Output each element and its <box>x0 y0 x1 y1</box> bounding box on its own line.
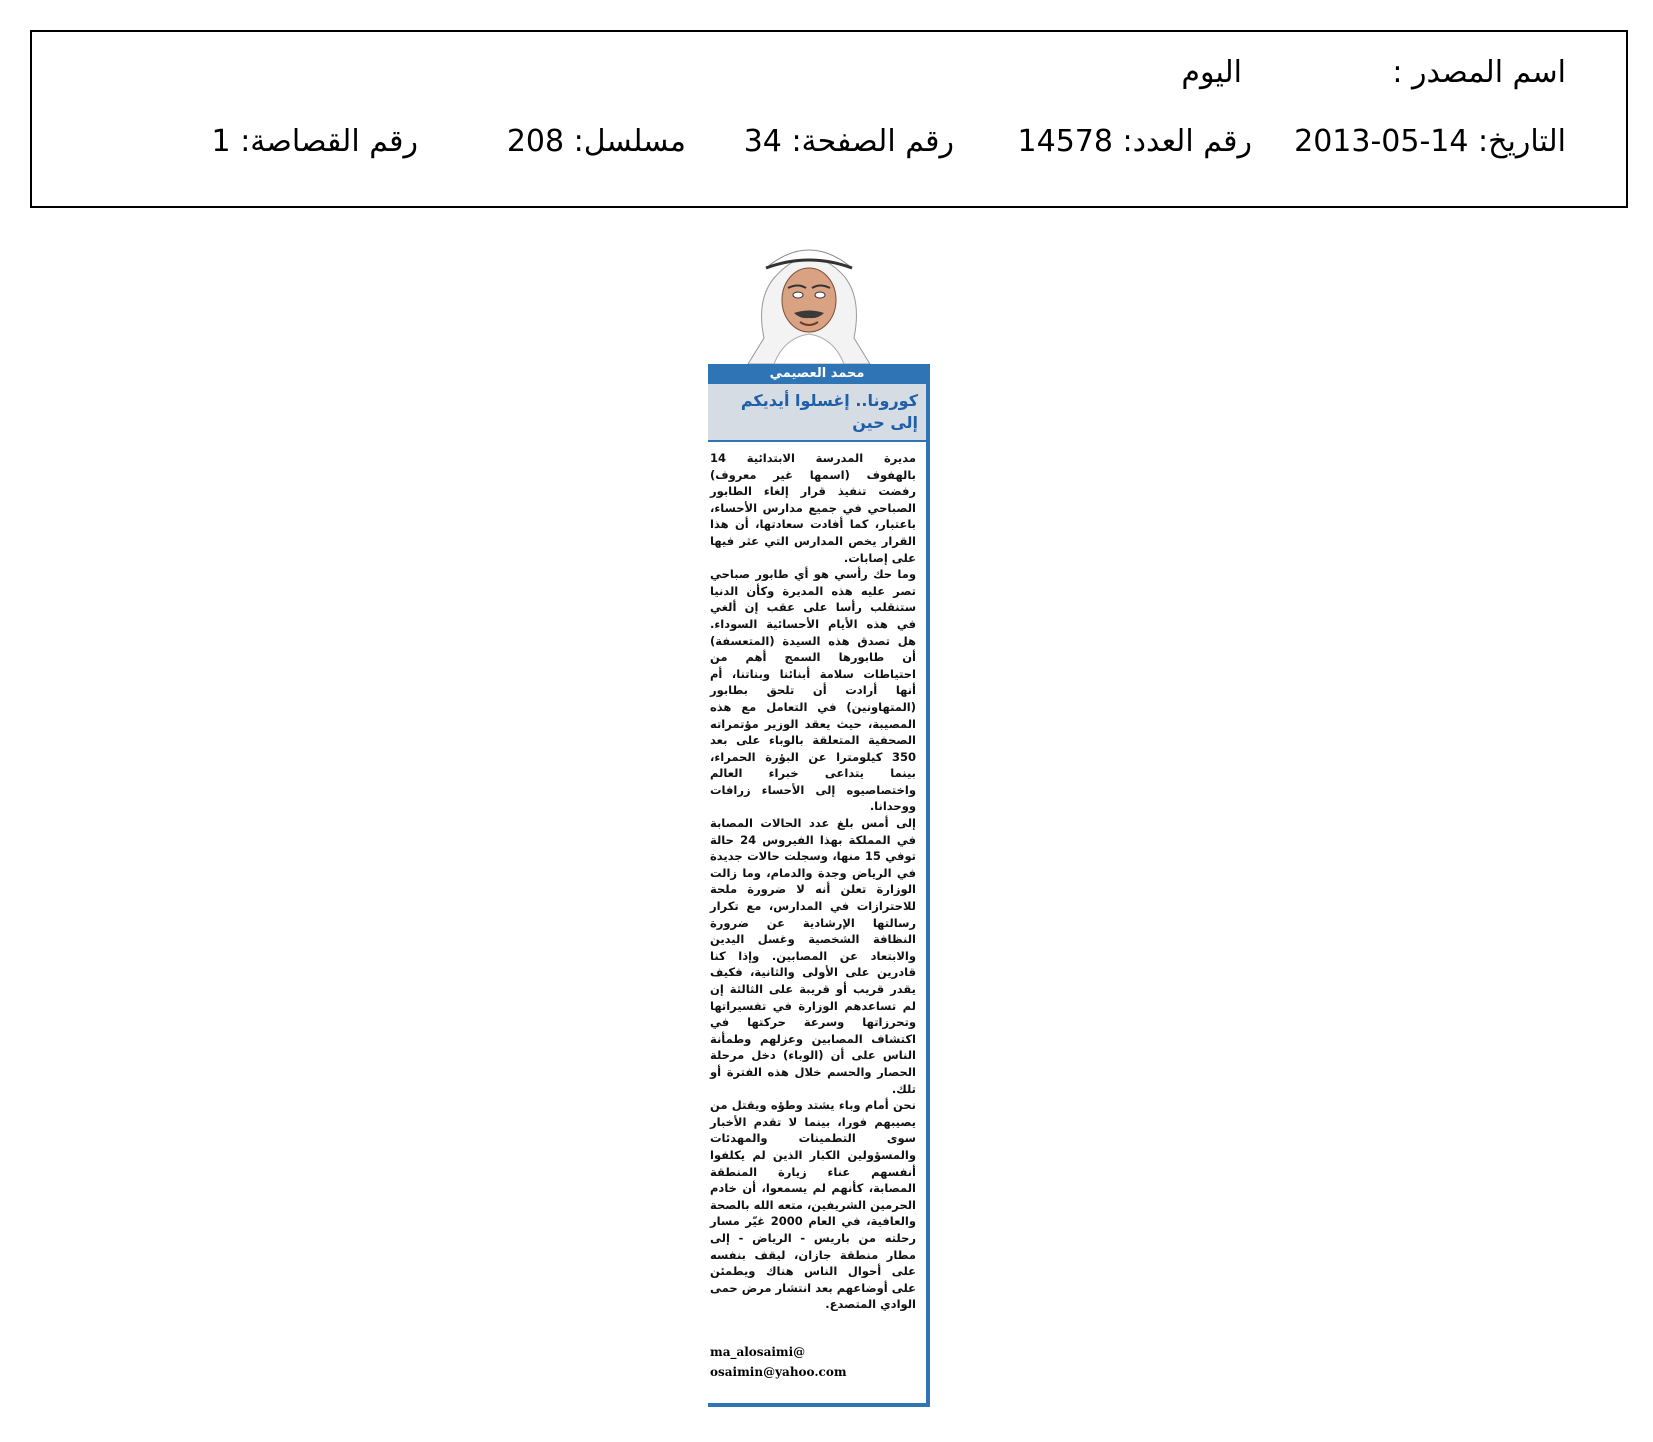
date-field <box>1294 124 1566 159</box>
clipping-header <box>30 30 1628 208</box>
serial-field <box>506 124 686 159</box>
page-field <box>743 124 954 159</box>
article-body <box>710 450 916 1313</box>
clip-field <box>211 124 418 159</box>
author-emails <box>710 1342 910 1382</box>
article-title: كورونا.. إغسلوا أيديكم إلى حين <box>708 384 926 440</box>
paragraph: وما حك رأسي هو أي طابور صباحي تصر عليه هذه المديرة وكأن الدنيا ستنقلب رأسا على عقب إن ألغي في هذه الأيام الأحسائية السوداء. هل تصدق هذه السيدة (المتعسفة) أن طابورها السمج أهم من احتياطات سلامة أبنائنا وبناتنا، أم أنها أرادت أن تلحق بطابور (المتهاونين) في التعامل مع هذه المصيبة، حيث يعقد الوزير مؤتمراته الصحفية المتعلقة بالوباء على بعد 350 كيلومترا عن البؤرة الحمراء، بينما يتداعى خبراء العالم واختصاصيوه إلى الأحساء زرافات ووحدانا. <box>710 567 916 814</box>
page-value: 34 <box>743 124 782 159</box>
page-label: رقم الصفحة: <box>791 124 954 159</box>
issue-value: 14578 <box>1017 124 1113 159</box>
title-divider <box>708 440 926 442</box>
email-handle: ma_alosaimi@ <box>710 1345 806 1359</box>
issue-field <box>1017 124 1252 159</box>
paragraph: إلى أمس بلغ عدد الحالات المصابة في المملكة بهذا الفيروس 24 حالة توفي 15 منها، وسجلت حالات جديدة في الرياض وجدة والدمام، وما زالت الوزارة تعلن أنه لا ضرورة ملحة للاحترازات في المدارس، مع تكرار رسالتها الإرشادية عن ضرورة النظافة الشخصية وغسل اليدين والابتعاد عن المصابين. وإذا كنا قادرين على الأولى والثانية، فكيف يقدر قريب أو قريبة على الثالثة إن لم تساعدهم الوزارة في تفسيراتها وتحرزاتها وسرعة حركتها في اكتشاف المصابين وعزلهم وطمأنة الناس على أن (الوباء) دخل مرحلة الحصار والحسم خلال هذه الفترة أو تلك. <box>710 816 916 1096</box>
issue-label: رقم العدد: <box>1122 124 1252 159</box>
paragraph: مديرة المدرسة الابتدائية 14 بالهفوف (اسمها غير معروف) رفضت تنفيذ قرار إلغاء الطابور الصباحي في جميع مدارس الأحساء، باعتبار، كما أفادت سعادتها، أن هذا القرار يخص المدارس التي عثر فيها على إصابات. <box>710 451 916 565</box>
serial-label: مسلسل: <box>573 124 686 159</box>
article-column <box>708 364 930 1407</box>
date-label: التاريخ: <box>1478 124 1566 159</box>
author-name: محمد العصيمي <box>708 364 926 384</box>
date-value: 2013-05-14 <box>1294 124 1469 159</box>
paragraph: نحن أمام وباء يشتد وطؤه ويقتل من يصيبهم فورا، بينما لا تقدم الأخبار سوى التطمينات والمهدئات والمسؤولين الكبار الذين لم يكلفوا أنفسهم عناء زيارة المنطقة المصابة، كأنهم لم يسمعوا، أن خادم الحرمين الشريفين، متعه الله بالصحة والعافية، في العام 2000 غيّر مسار رحلته من باريس - الرياض - إلى مطار منطقة جازان، ليقف بنفسه على أحوال الناس هناك ويطمئن على أوضاعهم بعد انتشار مرض حمى الوادي المتصدع. <box>710 1098 916 1312</box>
clip-value: 1 <box>211 124 231 159</box>
source-label: اسم المصدر : <box>1392 55 1566 90</box>
email-address: osaimin@yahoo.com <box>710 1365 847 1379</box>
source-value: اليوم <box>1181 55 1242 90</box>
author-photo <box>744 238 874 364</box>
clip-label: رقم القصاصة: <box>240 124 418 159</box>
serial-value: 208 <box>506 124 565 159</box>
